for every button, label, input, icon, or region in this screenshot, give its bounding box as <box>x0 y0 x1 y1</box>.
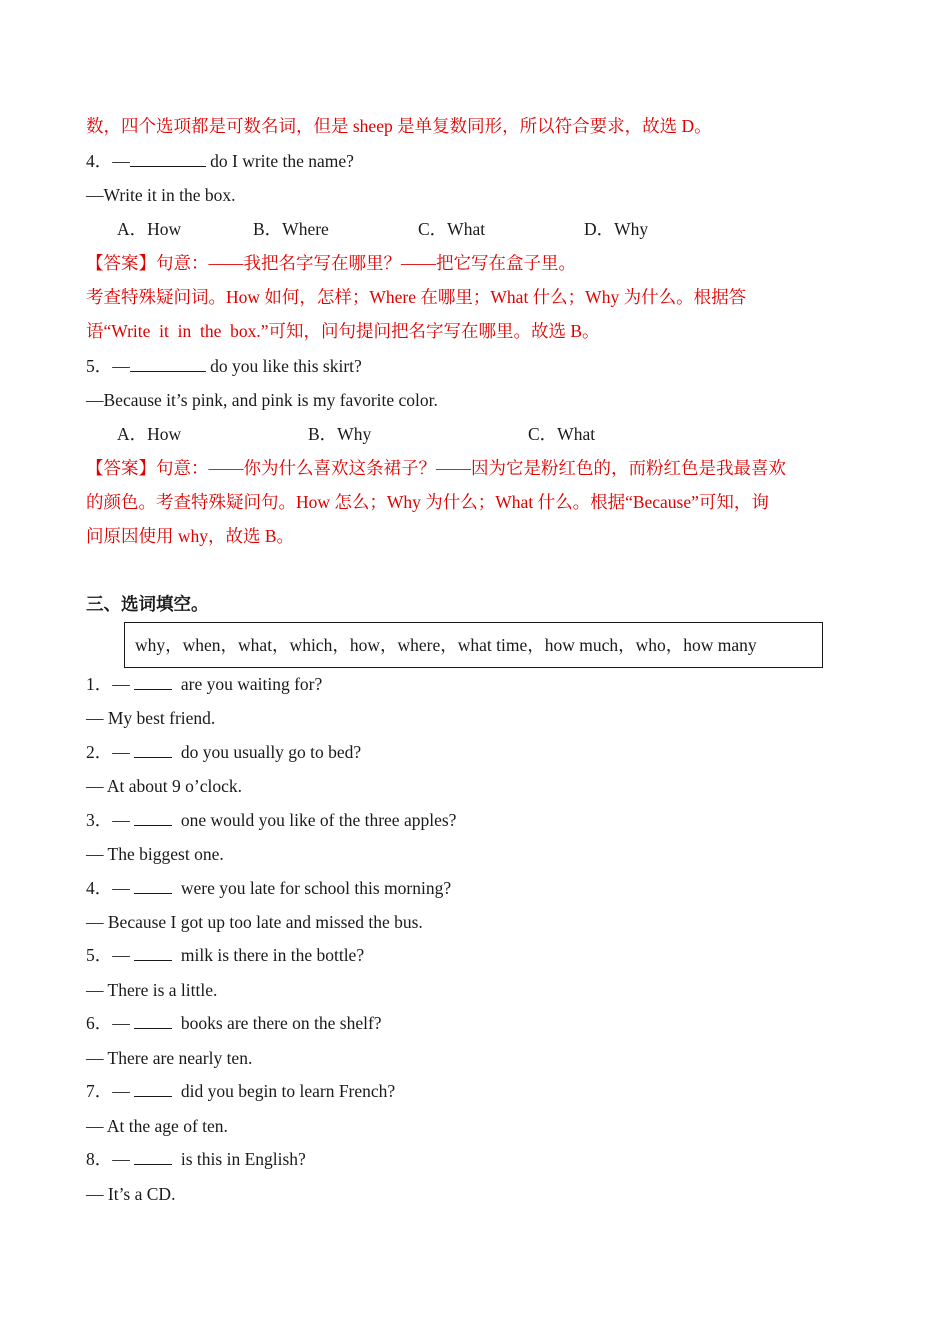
fill-item-number: 8． <box>86 1149 113 1169</box>
fill-item-question: were you late for school this morning? <box>180 878 452 898</box>
fill-item-blank[interactable] <box>134 1079 172 1097</box>
fill-item-dash: — <box>112 1149 130 1169</box>
fill-item-dash: — <box>112 945 130 965</box>
fill-item-3-reply: — The biggest one. <box>86 844 224 864</box>
fill-item-blank[interactable] <box>134 876 172 894</box>
word-bank: why，when，what，which，how，where，what time，how much，who，how many <box>124 622 823 668</box>
fill-item-question: are you waiting for? <box>180 674 323 694</box>
fill-item-5 <box>86 943 364 967</box>
fill-item-number: 1． <box>86 674 113 694</box>
q4-option-c: C．What <box>418 219 486 239</box>
fill-item-7-reply: — At the age of ten. <box>86 1116 228 1136</box>
q5-question <box>86 354 362 378</box>
fill-item-8 <box>86 1147 306 1171</box>
fill-item-number: 3． <box>86 810 113 830</box>
q5-answer-line3: 问原因使用 why，故选 B。 <box>86 526 295 546</box>
fill-item-1 <box>86 672 322 696</box>
fill-item-dash: — <box>112 878 130 898</box>
fill-item-question: do you usually go to bed? <box>180 742 362 762</box>
fill-item-question: books are there on the shelf? <box>180 1013 382 1033</box>
fill-item-dash: — <box>112 1081 130 1101</box>
fill-item-number: 2． <box>86 742 113 762</box>
q5-answer-line1: 【答案】句意：——你为什么喜欢这条裙子？——因为它是粉红色的，而粉红色是我最喜欢 <box>86 458 786 478</box>
section3-heading: 三、选词填空。 <box>86 594 209 614</box>
fill-item-dash: — <box>112 742 130 762</box>
fill-item-6 <box>86 1011 382 1035</box>
fill-item-8-reply: — It’s a CD. <box>86 1184 176 1204</box>
fill-item-7 <box>86 1079 395 1103</box>
q5-option-a: A．How <box>117 424 182 444</box>
q4-answer-line1: 【答案】句意：——我把名字写在哪里？——把它写在盒子里。 <box>86 253 576 273</box>
fill-item-question: is this in English? <box>180 1149 306 1169</box>
q5-option-b: B．Why <box>308 424 372 444</box>
fill-item-number: 6． <box>86 1013 113 1033</box>
q4-reply: —Write it in the box. <box>86 185 236 205</box>
q5-dash: — <box>112 356 130 376</box>
q5-blank[interactable] <box>130 354 206 372</box>
q5-question-text: do you like this skirt? <box>205 356 362 376</box>
fill-item-question: one would you like of the three apples? <box>180 810 457 830</box>
fill-item-dash: — <box>112 1013 130 1033</box>
fill-item-blank[interactable] <box>134 1011 172 1029</box>
fill-item-question: milk is there in the bottle? <box>180 945 365 965</box>
q5-reply: —Because it’s pink, and pink is my favorite color. <box>86 390 438 410</box>
q5-answer-line2: 的颜色。考查特殊疑问句。How 怎么；Why 为什么；What 什么。根据“Because”可知，询 <box>86 492 769 512</box>
fill-item-blank[interactable] <box>134 808 172 826</box>
q4-answer-line2: 考查特殊疑问词。How 如何，怎样；Where 在哪里；What 什么；Why 为什么。根据答 <box>86 287 747 307</box>
q5-option-c: C．What <box>528 424 596 444</box>
q4-option-d: D．Why <box>584 219 649 239</box>
fill-item-number: 4． <box>86 878 113 898</box>
q4-question-text: do I write the name? <box>205 151 354 171</box>
fill-item-blank[interactable] <box>134 1147 172 1165</box>
fill-item-dash: — <box>112 810 130 830</box>
fill-item-blank[interactable] <box>134 740 172 758</box>
fill-item-question: did you begin to learn French? <box>180 1081 396 1101</box>
q4-dash: — <box>112 151 130 171</box>
fill-item-4-reply: — Because I got up too late and missed the bus. <box>86 912 423 932</box>
fill-item-blank[interactable] <box>134 672 172 690</box>
q5-number: 5． <box>86 356 113 376</box>
fill-item-1-reply: — My best friend. <box>86 708 216 728</box>
q4-option-b: B．Where <box>253 219 329 239</box>
fill-item-4 <box>86 876 451 900</box>
q4-number: 4． <box>86 151 113 171</box>
q4-question <box>86 149 354 173</box>
prev-answer-tail: 数，四个选项都是可数名词，但是 sheep 是单复数同形，所以符合要求，故选 D。 <box>86 116 712 136</box>
fill-item-5-reply: — There is a little. <box>86 980 218 1000</box>
fill-item-dash: — <box>112 674 130 694</box>
fill-item-6-reply: — There are nearly ten. <box>86 1048 253 1068</box>
q4-blank[interactable] <box>130 149 206 167</box>
fill-item-number: 7． <box>86 1081 113 1101</box>
fill-item-2 <box>86 740 361 764</box>
fill-item-number: 5． <box>86 945 113 965</box>
fill-item-blank[interactable] <box>134 943 172 961</box>
q4-option-a: A．How <box>117 219 182 239</box>
q4-answer-line3: 语“Write it in the box.”可知，问句提问把名字写在哪里。故选 B。 <box>86 321 600 341</box>
fill-item-2-reply: — At about 9 o’clock. <box>86 776 243 796</box>
fill-item-3 <box>86 808 456 832</box>
